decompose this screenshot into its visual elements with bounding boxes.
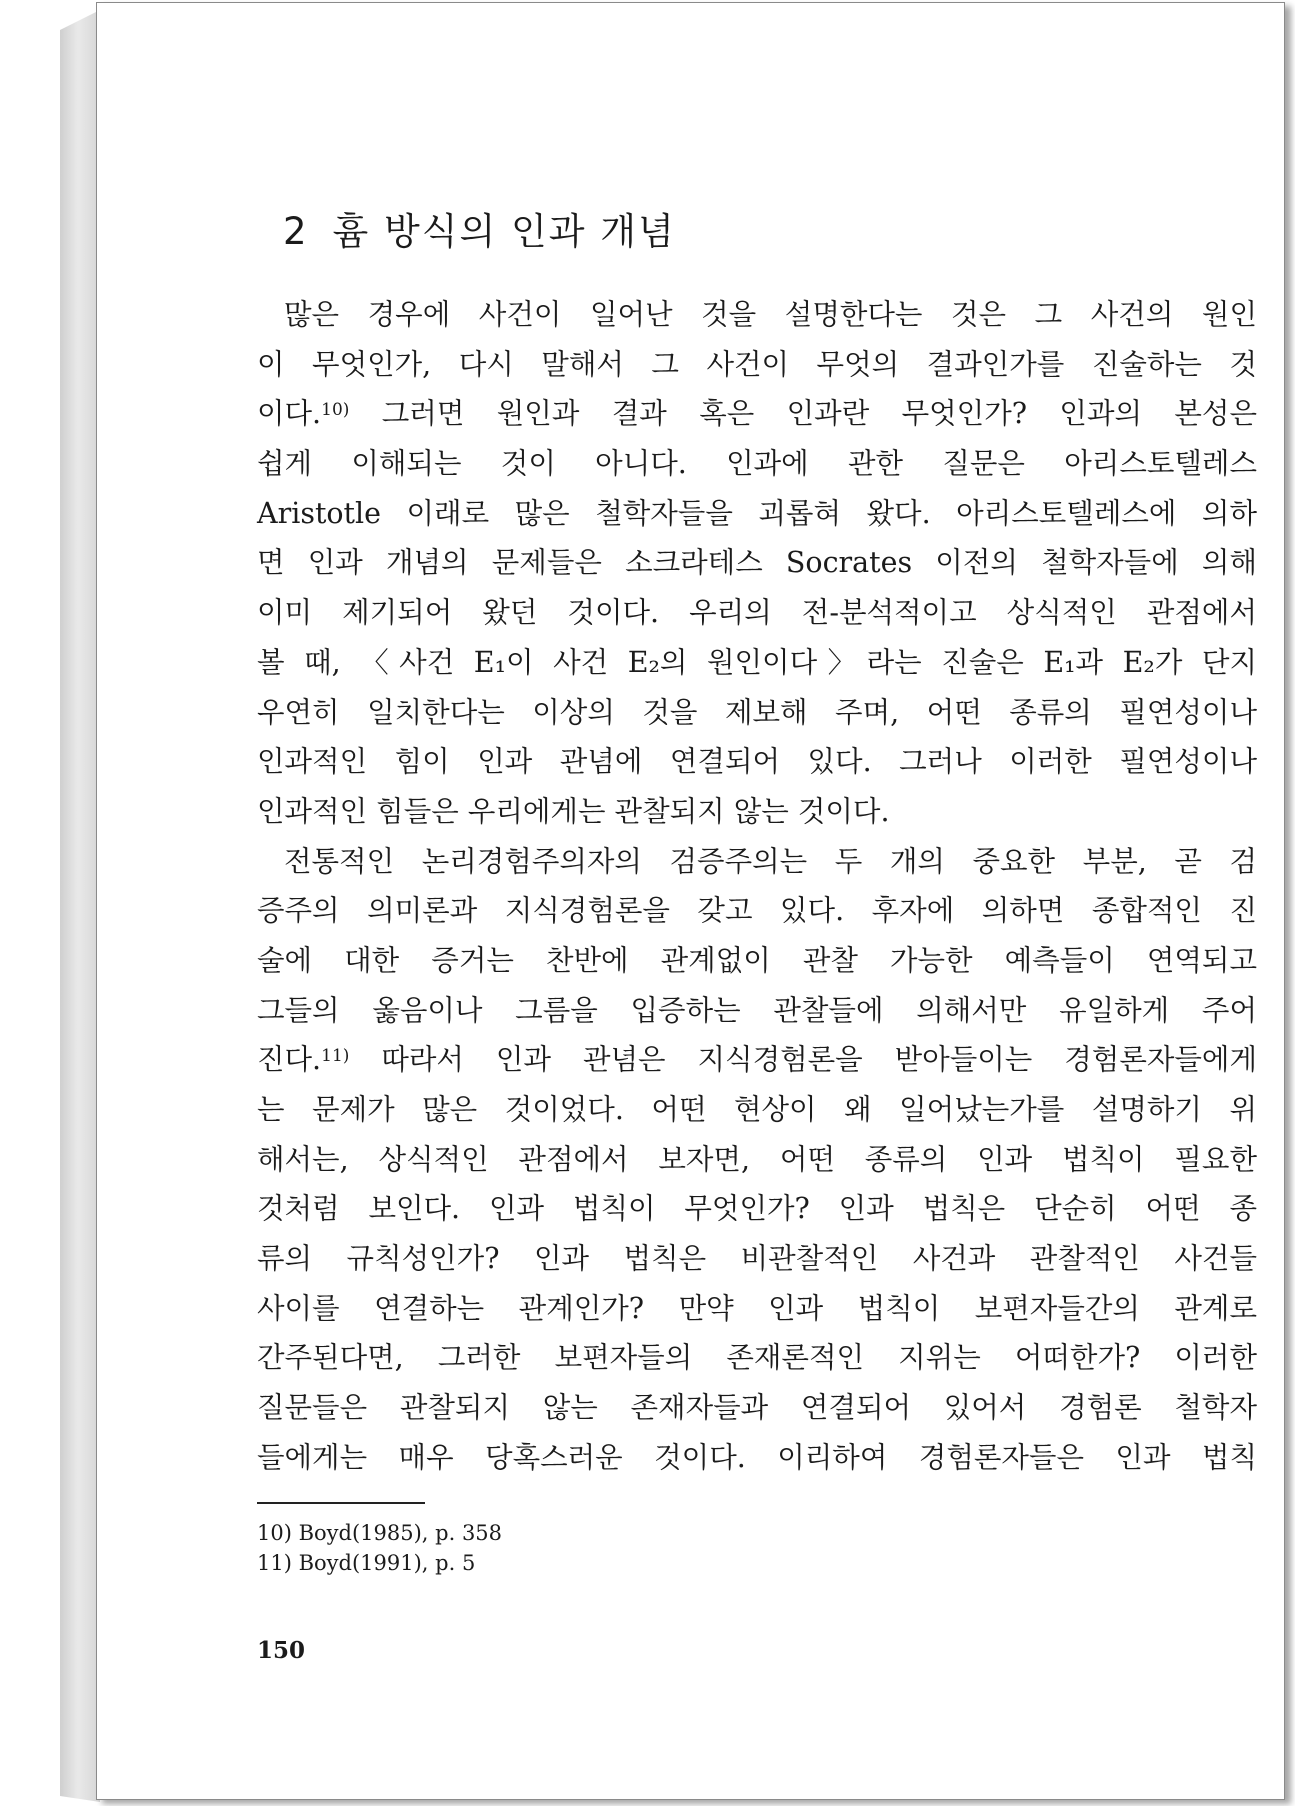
text-line (257, 389, 1257, 439)
text-span: 그러면 원인과 결과 혹은 인과란 무엇인가? 인과의 본성은 (349, 397, 1257, 431)
section-heading (283, 201, 676, 255)
text-line: 많은 경우에 사건이 일어난 것을 설명한다는 것은 그 사건의 원인 (284, 298, 1257, 331)
text-line: 사이를 연결하는 관계인가? 만약 인과 법칙이 보편자들간의 관계로 (257, 1291, 1257, 1325)
page-number: 150 (257, 1637, 306, 1664)
text-line: 쉽게 이해되는 것이 아니다. 인과에 관한 질문은 아리스토텔레스 (257, 447, 1257, 481)
text-line: 전통적인 논리경험주의자의 검증주의는 두 개의 중요한 부분, 곧 검 (284, 844, 1257, 878)
text-line: 증주의 의미론과 지식경험론을 갖고 있다. 후자에 의하면 종합적인 진 (257, 894, 1257, 928)
body-text (257, 290, 1257, 1483)
text-line: 인과적인 힘이 인과 관념에 연결되어 있다. 그러나 이러한 필연성이나 (257, 745, 1257, 779)
book-spine-edge (60, 10, 100, 1802)
text-line: 우연히 일치한다는 이상의 것을 제보해 주며, 어떤 종류의 필연성이나 (257, 695, 1257, 729)
book-page (96, 2, 1285, 1800)
text-line: 술에 대한 증거는 찬반에 관계없이 관찰 가능한 예측들이 연역되고 (257, 943, 1257, 977)
text-line: 볼 때, 〈사건 E₁이 사건 E₂의 원인이다〉라는 진술은 E₁과 E₂가 단지 (257, 645, 1257, 679)
footnotes (257, 1518, 502, 1578)
footnote-ref: 11) (321, 1046, 350, 1067)
text-line: 들에게는 매우 당혹스러운 것이다. 이리하여 경험론자들은 인과 법칙 (257, 1440, 1257, 1474)
text-line (257, 1035, 1257, 1085)
paragraph-1 (257, 290, 1257, 837)
footnote: 11) Boyd(1991), p. 5 (257, 1551, 476, 1575)
text-line: Aristotle 이래로 많은 철학자들을 괴롭혀 왔다. 아리스토텔레스에 의하 (257, 496, 1257, 530)
text-span: 진다. (257, 1043, 322, 1077)
text-line: 해서는, 상식적인 관점에서 보자면, 어떤 종류의 인과 법칙이 필요한 (257, 1142, 1257, 1176)
footnote-ref: 10) (321, 400, 350, 421)
footnote-divider (257, 1502, 425, 1504)
paragraph-2 (257, 837, 1257, 1483)
text-line: 인과적인 힘들은 우리에게는 관찰되지 않는 것이다. (257, 794, 890, 828)
footnote: 10) Boyd(1985), p. 358 (257, 1521, 503, 1545)
text-line: 그들의 옳음이나 그름을 입증하는 관찰들에 의해서만 유일하게 주어 (257, 993, 1257, 1027)
text-line: 면 인과 개념의 문제들은 소크라테스 Socrates 이전의 철학자들에 의해 (257, 546, 1257, 580)
text-line: 이 무엇인가, 다시 말해서 그 사건이 무엇의 결과인가를 진술하는 것 (257, 347, 1257, 381)
text-line: 질문들은 관찰되지 않는 존재자들과 연결되어 있어서 경험론 철학자 (257, 1391, 1257, 1425)
text-line: 간주된다면, 그러한 보편자들의 존재론적인 지위는 어떠한가? 이러한 (257, 1341, 1257, 1375)
section-title: 흄 방식의 인과 개념 (332, 210, 676, 253)
text-line: 는 문제가 많은 것이었다. 어떤 현상이 왜 일어났는가를 설명하기 위 (257, 1093, 1257, 1126)
text-line: 것처럼 보인다. 인과 법칙이 무엇인가? 인과 법칙은 단순히 어떤 종 (257, 1192, 1257, 1226)
text-line: 류의 규칙성인가? 인과 법칙은 비관찰적인 사건과 관찰적인 사건들 (257, 1242, 1257, 1276)
text-span: 이다. (257, 397, 322, 431)
section-number: 2 (283, 210, 309, 253)
text-span: 따라서 인과 관념은 지식경험론을 받아들이는 경험론자들에게 (349, 1043, 1257, 1077)
text-line: 이미 제기되어 왔던 것이다. 우리의 전-분석적이고 상식적인 관점에서 (257, 596, 1257, 630)
